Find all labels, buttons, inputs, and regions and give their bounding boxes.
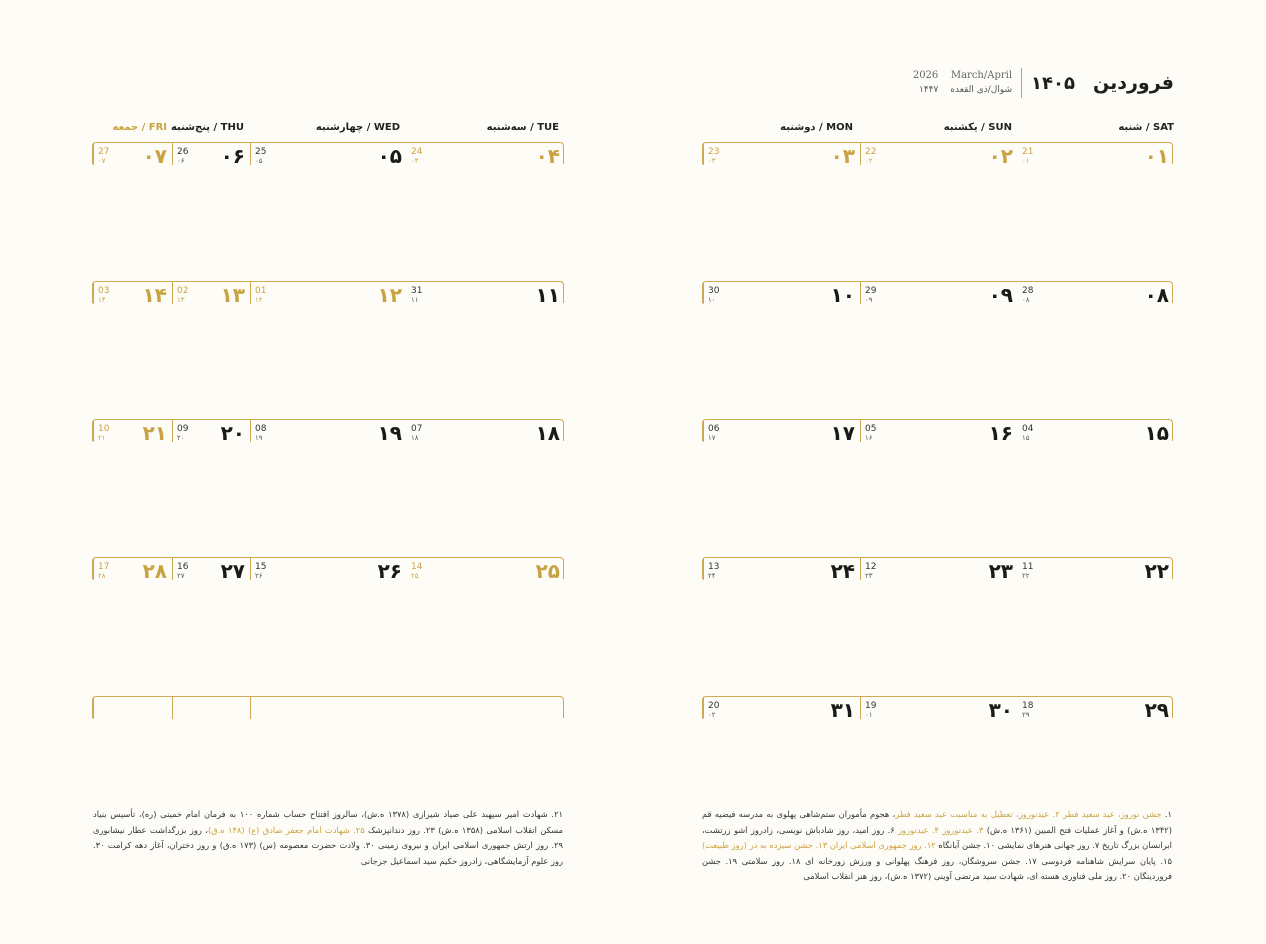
day-cell <box>407 697 565 719</box>
right-page-week-row <box>702 696 1173 722</box>
day-cell <box>172 143 250 168</box>
persian-day-number: ۲۸ <box>142 559 167 583</box>
day-cell <box>93 143 172 168</box>
gregorian-day-number: 25 <box>255 147 267 157</box>
persian-day-number: ۱۱ <box>535 283 560 307</box>
hijri-day-number: ۱۵ <box>1022 434 1030 442</box>
gregorian-day-number: 10 <box>98 424 110 434</box>
holiday-note-text: ۳. عیدنوروز ۴. عیدنوروز <box>898 824 984 835</box>
note-text: ، هجوم مأموران ستم‌شاهی پهلوی به مدرسه فیضیه قم (۱۳۴۲ ه.ش) و آغاز عملیات فتح المبین (۱۳۶۱ ه.ش) <box>702 809 1172 835</box>
notes-right-page <box>702 807 1172 885</box>
day-cell <box>93 697 172 719</box>
persian-day-number: ۰۶ <box>220 144 245 168</box>
left-page-week-row <box>92 281 564 307</box>
hijri-day-number: ۱۰ <box>708 296 716 304</box>
hijri-day-number: ۱۶ <box>865 434 873 442</box>
day-cell <box>407 282 565 307</box>
header-divider <box>1021 68 1022 98</box>
day-cell <box>860 697 1018 722</box>
holiday-note-text: جشن نوروز، عید سعید فطر ۲. عیدنوروز، تعطیل به مناسبت عید سعید فطر <box>895 809 1162 819</box>
gregorian-day-number: 07 <box>411 424 423 434</box>
gregorian-day-number: 21 <box>1022 147 1034 157</box>
persian-day-number: ۱۷ <box>830 421 855 445</box>
day-cell <box>860 420 1018 445</box>
gregorian-day-number: 14 <box>411 562 423 572</box>
persian-day-number: ۰۴ <box>535 144 560 168</box>
note-text: ، روز بزرگداشت عطار نیشابوری ۲۹. روز ارتش جمهوری اسلامی ایران و نیروی زمینی ۳۰. ولادت حضرت معصومه (س) (۱۷۳ ه.ق) و روز دختران، آغاز دهه کرامت ۳۰. روز علوم آزمایشگاهی، زادروز حکیم سید اسماعیل جرجانی <box>93 824 563 866</box>
persian-day-number: ۱۴ <box>142 283 167 307</box>
gregorian-day-number: 19 <box>865 701 877 711</box>
persian-day-number: ۲۰ <box>220 421 245 445</box>
day-cell <box>860 282 1018 307</box>
gregorian-months: March/April <box>950 70 1013 81</box>
day-cell <box>172 282 250 307</box>
hijri-day-number: ۰۴ <box>411 157 419 165</box>
note-text: ۱. <box>1161 809 1173 819</box>
gregorian-day-number: 01 <box>255 286 267 296</box>
hijri-day-number: ۰۶ <box>177 157 185 165</box>
gregorian-day-number: 30 <box>708 286 720 296</box>
hijri-day-number: ۲۸ <box>98 572 106 580</box>
persian-day-number: ۲۴ <box>830 559 855 583</box>
note-text: ۱۵. پایان سرایش شاهنامه فردوسی ۱۷. جشن سروشگان، روز فرهنگ پهلوانی و ورزش زورخانه ای ۱۸. روز سلامتی ۱۹. جشن فروردینگان ۲۰. روز ملی فناوری هسته ای، شهادت سید مرتضی آوینی (۱۳۷۲ ه.ش)، روز هنر انقلاب اسلامی <box>702 855 1172 881</box>
persian-day-number: ۰۸ <box>1144 283 1169 307</box>
persian-day-number: ۱۸ <box>535 421 560 445</box>
day-cell <box>703 420 860 445</box>
gregorian-day-number: 26 <box>177 147 189 157</box>
day-cell <box>1018 143 1174 168</box>
day-cell <box>172 420 250 445</box>
day-cell <box>407 420 565 445</box>
hijri-day-number: ۱۲ <box>255 296 263 304</box>
persian-day-number: ۲۹ <box>1144 698 1169 722</box>
hijri-day-number: ۰۱ <box>1022 157 1030 165</box>
dayname-wed: چهارشنبه / WED <box>315 122 400 133</box>
hijri-day-number: ۲۳ <box>865 572 873 580</box>
gregorian-day-number: 03 <box>98 286 110 296</box>
persian-day-number: ۱۲ <box>377 283 402 307</box>
day-cell <box>1018 420 1174 445</box>
day-cell <box>1018 282 1174 307</box>
gregorian-day-number: 17 <box>98 562 110 572</box>
persian-day-number: ۳۰ <box>988 698 1013 722</box>
gregorian-day-number: 16 <box>177 562 189 572</box>
holiday-note-text: ۱۲. روز جمهوری اسلامی ایران ۱۳. جشن سیزده به در (روز طبیعت) <box>702 840 936 850</box>
day-cell <box>1018 558 1174 583</box>
persian-day-number: ۲۵ <box>535 559 560 583</box>
note-text: ۶. روز امید، روز شادباش نویسی، زادروز اشو زرتشت، ابرانسان بزرگ تاریخ ۷. روز جهانی هنرهای نمایشی ۱۰. جشن آبانگاه <box>702 824 1172 850</box>
right-page-week-row <box>702 142 1173 168</box>
hijri-day-number: ۲۲ <box>1022 572 1030 580</box>
day-cell <box>93 282 172 307</box>
gregorian-day-number: 23 <box>708 147 720 157</box>
left-page-week-row <box>92 557 564 583</box>
persian-day-number: ۱۵ <box>1144 421 1169 445</box>
hijri-day-number: ۰۲ <box>708 711 716 719</box>
dayname-tue: سه‌شنبه / TUE <box>486 122 559 133</box>
gregorian-day-number: 08 <box>255 424 267 434</box>
hijri-day-number: ۰۲ <box>865 157 873 165</box>
dayname-mon: دوشنبه / MON <box>780 122 853 133</box>
hijri-day-number: ۲۴ <box>708 572 716 580</box>
hijri-day-number: ۱۷ <box>708 434 716 442</box>
hijri-day-number: ۰۷ <box>98 157 106 165</box>
hijri-day-number: ۲۷ <box>177 572 185 580</box>
day-cell <box>93 558 172 583</box>
gregorian-day-number: 13 <box>708 562 720 572</box>
hijri-months: شوال/ذی القعده <box>950 85 1013 95</box>
gregorian-year: 2026 <box>912 70 939 81</box>
persian-day-number: ۲۳ <box>988 559 1013 583</box>
day-cell <box>172 558 250 583</box>
day-cell <box>703 697 860 722</box>
day-cell <box>172 697 250 719</box>
hijri-day-number: ۰۳ <box>708 157 716 165</box>
persian-year: ۱۴۰۵ <box>1031 72 1075 94</box>
header-months-block <box>950 69 1012 97</box>
hijri-day-number: ۱۴ <box>98 296 106 304</box>
persian-day-number: ۰۲ <box>988 144 1013 168</box>
dayname-sat: شنبه / SAT <box>1118 122 1174 133</box>
gregorian-day-number: 15 <box>255 562 267 572</box>
left-page-week-row <box>92 142 564 168</box>
persian-day-number: ۲۷ <box>220 559 245 583</box>
persian-day-number: ۲۲ <box>1144 559 1169 583</box>
hijri-day-number: ۱۳ <box>177 296 185 304</box>
right-page-week-row <box>702 281 1173 307</box>
hijri-day-number: ۱۱ <box>411 296 419 304</box>
hijri-day-number: ۰۹ <box>865 296 873 304</box>
hijri-day-number: ۰۱ <box>865 711 873 719</box>
month-header <box>913 66 1174 100</box>
gregorian-day-number: 04 <box>1022 424 1034 434</box>
hijri-day-number: ۱۹ <box>255 434 263 442</box>
persian-day-number: ۳۱ <box>830 698 855 722</box>
day-cell <box>860 558 1018 583</box>
gregorian-day-number: 06 <box>708 424 720 434</box>
holiday-note-text: ۲۵. شهادت امام جعفر صادق (ع) (۱۴۸ ه.ق) <box>207 824 365 835</box>
gregorian-day-number: 28 <box>1022 286 1034 296</box>
hijri-day-number: ۲۵ <box>411 572 419 580</box>
persian-day-number: ۱۰ <box>830 283 855 307</box>
gregorian-day-number: 22 <box>865 147 877 157</box>
persian-day-number: ۰۳ <box>830 144 855 168</box>
gregorian-day-number: 12 <box>865 562 877 572</box>
day-cell <box>250 143 407 168</box>
notes-left-page <box>93 807 563 869</box>
day-cell <box>250 420 407 445</box>
dayname-thu: پنج‌شنبه / THU <box>170 122 244 133</box>
note-text: ۲۱. شهادت امیر سپهبد علی صیاد شیرازی (۱۳۷۸ ه.ش)، سالروز افتتاح حساب شماره ۱۰۰ به فرمان امام خمینی (ره)، تأسیس بنیاد مسکن انقلاب اسلامی (۱۳۵۸ ه.ش) ۲۳. روز دندانپزشک <box>93 809 563 835</box>
persian-day-number: ۲۶ <box>377 559 402 583</box>
header-years-block <box>913 69 938 97</box>
day-cell <box>703 143 860 168</box>
persian-day-number: ۰۱ <box>1144 144 1169 168</box>
hijri-day-number: ۰۵ <box>255 157 263 165</box>
day-cell <box>1018 697 1174 722</box>
gregorian-day-number: 02 <box>177 286 189 296</box>
dayname-sun: یکشنبه / SUN <box>943 122 1012 133</box>
gregorian-day-number: 27 <box>98 147 110 157</box>
day-cell <box>250 697 407 719</box>
persian-day-number: ۱۹ <box>377 421 402 445</box>
right-page-week-row <box>702 419 1173 445</box>
day-cell <box>250 558 407 583</box>
day-cell <box>250 282 407 307</box>
gregorian-day-number: 09 <box>177 424 189 434</box>
gregorian-day-number: 24 <box>411 147 423 157</box>
hijri-day-number: ۲۹ <box>1022 711 1030 719</box>
day-cell <box>93 420 172 445</box>
gregorian-day-number: 18 <box>1022 701 1034 711</box>
hijri-day-number: ۲۱ <box>98 434 106 442</box>
left-page-week-row <box>92 419 564 445</box>
persian-day-number: ۰۷ <box>142 144 167 168</box>
day-cell <box>703 558 860 583</box>
persian-day-number: ۲۱ <box>142 421 167 445</box>
day-cell <box>407 558 565 583</box>
gregorian-day-number: 31 <box>411 286 423 296</box>
day-cell <box>860 143 1018 168</box>
dayname-fri: جمعه / FRI <box>112 122 167 133</box>
gregorian-day-number: 29 <box>865 286 877 296</box>
right-page-week-row <box>702 557 1173 583</box>
persian-day-number: ۰۵ <box>377 144 402 168</box>
left-page-week-row <box>92 696 564 718</box>
persian-day-number: ۱۳ <box>220 283 245 307</box>
persian-day-number: ۰۹ <box>988 283 1013 307</box>
day-cell <box>407 143 565 168</box>
day-cell <box>703 282 860 307</box>
hijri-day-number: ۲۰ <box>177 434 185 442</box>
gregorian-day-number: 11 <box>1022 562 1034 572</box>
hijri-day-number: ۲۶ <box>255 572 263 580</box>
hijri-day-number: ۰۸ <box>1022 296 1030 304</box>
persian-month-title: فروردین <box>1093 72 1174 94</box>
hijri-day-number: ۱۸ <box>411 434 419 442</box>
persian-day-number: ۱۶ <box>988 421 1013 445</box>
hijri-year: ۱۴۴۷ <box>918 85 939 95</box>
gregorian-day-number: 20 <box>708 701 720 711</box>
gregorian-day-number: 05 <box>865 424 877 434</box>
